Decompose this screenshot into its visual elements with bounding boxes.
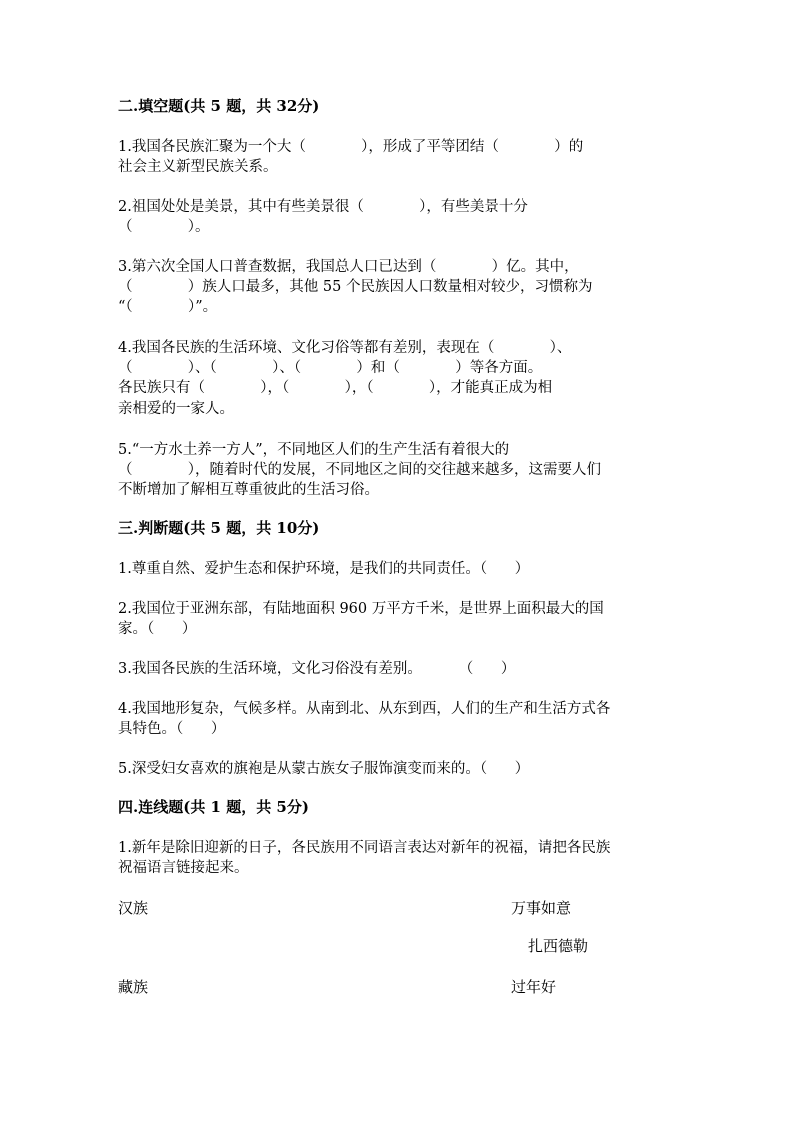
question-line: （ ）。 — [118, 219, 210, 235]
match-right-item: 扎西德勒 — [528, 937, 589, 955]
question-line: 不断增加了解相互尊重彼此的生活习俗。 — [118, 482, 379, 498]
match-right-item: 过年好 — [511, 978, 557, 996]
question-line: 1.我国各民族汇聚为一个大（ ），形成了平等团结（ ）的 — [118, 139, 584, 155]
question-line: “（ ）”。 — [118, 299, 218, 315]
question-line: 1.尊重自然、爱护生态和保护环境，是我们的共同责任。（ ） — [118, 561, 530, 577]
section-heading-true-false: 三.判断题(共 5 题，共 10分) — [118, 519, 320, 537]
question-line: 具特色。（ ） — [118, 721, 226, 737]
question-line: 亲相爱的一家人。 — [118, 401, 234, 417]
match-left-item: 藏族 — [118, 978, 149, 996]
question-line: 4.我国地形复杂，气候多样。从南到北、从东到西，人们的生产和生活方式各 — [118, 701, 611, 717]
question-line: 5.深受妇女喜欢的旗袍是从蒙古族女子服饰演变而来的。（ ） — [118, 761, 530, 777]
question-line: 3.我国各民族的生活环境，文化习俗没有差别。 （ ） — [118, 661, 516, 677]
match-right-item: 万事如意 — [511, 899, 572, 917]
match-left-item: 汉族 — [118, 899, 149, 917]
question-line: 5.“一方水土养一方人”，不同地区人们的生产生活有着很大的 — [118, 442, 510, 458]
question-line: 2.祖国处处是美景，其中有些美景很（ ），有些美景十分 — [118, 199, 528, 215]
question-line: 社会主义新型民族关系。 — [118, 159, 278, 175]
question-line: （ ），随着时代的发展，不同地区之间的交往越来越多，这需要人们 — [118, 462, 602, 478]
section-heading-matching: 四.连线题(共 1 题，共 5分) — [118, 798, 309, 816]
question-line: 3.第六次全国人口普查数据，我国总人口已达到（ ）亿。其中， — [118, 259, 579, 275]
question-line: 各民族只有（ ），（ ），（ ），才能真正成为相 — [118, 380, 553, 396]
question-line: 祝福语言链接起来。 — [118, 860, 249, 876]
section-heading-fill-blank: 二.填空题(共 5 题，共 32分) — [118, 97, 320, 115]
question-line: 4.我国各民族的生活环境、文化习俗等都有差别，表现在（ ）、 — [118, 340, 572, 356]
question-line: （ ）、（ ）、（ ）和（ ）等各方面。 — [118, 360, 543, 376]
question-line: 1.新年是除旧迎新的日子，各民族用不同语言表达对新年的祝福，请把各民族 — [118, 840, 611, 856]
question-line: （ ）族人口最多，其他 55 个民族因人口数量相对较少，习惯称为 — [118, 279, 593, 295]
question-line: 家。（ ） — [118, 621, 197, 637]
question-line: 2.我国位于亚洲东部，有陆地面积 960 万平方千米，是世界上面积最大的国 — [118, 601, 604, 617]
